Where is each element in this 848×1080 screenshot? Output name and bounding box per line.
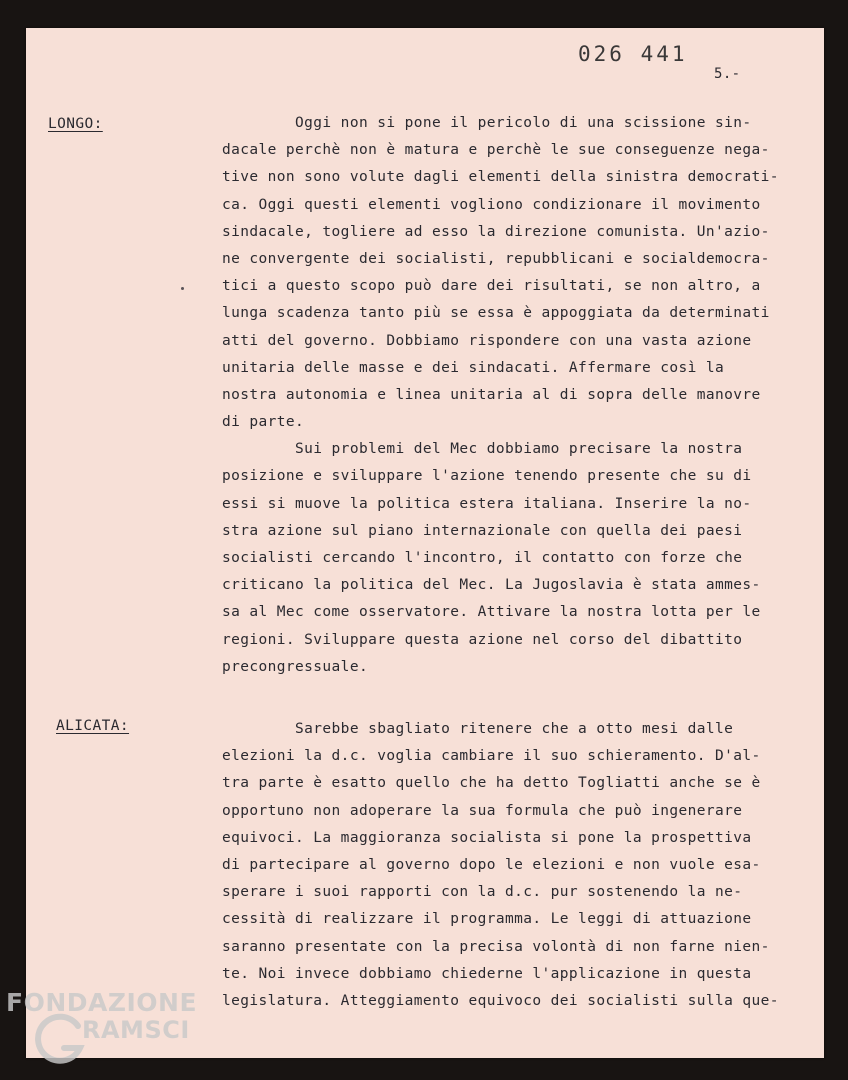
fondazione-gramsci-watermark (4, 982, 214, 1080)
ink-speck (181, 287, 184, 290)
text-line: te. Noi invece dobbiamo chiederne l'applicazione in questa (222, 965, 752, 982)
text-line: sperare i suoi rapporti con la d.c. pur sostenendo la ne- (222, 884, 743, 901)
text-line: lunga scadenza tanto più se essa è appoggiata da determinati (222, 305, 770, 322)
text-line: saranno presentate con la precisa volontà di non farne nien- (222, 938, 770, 955)
watermark-line-2: RAMSCI (82, 1016, 190, 1044)
text-line: dacale perchè non è matura e perchè le sue conseguenze nega- (222, 142, 770, 159)
text-line: sindacale, togliere ad esso la direzione comunista. Un'azio- (222, 223, 770, 240)
text-line: criticano la politica del Mec. La Jugoslavia è stata ammes- (222, 577, 761, 594)
typewritten-page (26, 28, 824, 1058)
archive-number: 026 441 (578, 42, 688, 66)
speaker-label-longo: LONGO: (48, 116, 103, 132)
text-line: ne convergente dei socialisti, repubblicani e socialdemocra- (222, 250, 770, 267)
page-number: 5.- (714, 66, 741, 82)
text-line: essi si muove la politica estera italiana. Inserire la no- (222, 495, 752, 512)
text-line: tra parte è esatto quello che ha detto Togliatti anche se è (222, 775, 761, 792)
speech-block-alicata (222, 716, 802, 1015)
text-line: Oggi non si pone il pericolo di una scissione sin- (222, 115, 752, 131)
text-line: sa al Mec come osservatore. Attivare la nostra lotta per le (222, 604, 761, 621)
text-line: Sui problemi del Mec dobbiamo precisare la nostra (222, 441, 743, 458)
text-line: regioni. Sviluppare questa azione nel corso del dibattito (222, 631, 743, 648)
text-line: di parte. (222, 414, 305, 431)
speaker-label-alicata: ALICATA: (56, 718, 130, 734)
speech-block-longo (222, 110, 802, 681)
text-line: equivoci. La maggioranza socialista si pone la prospettiva (222, 829, 752, 846)
text-line: tive non sono volute dagli elementi della sinistra democrati- (222, 169, 779, 186)
text-line: stra azione sul piano internazionale con quella dei paesi (222, 522, 743, 539)
text-line: unitaria delle masse e dei sindacati. Affermare così la (222, 359, 725, 376)
text-line: Sarebbe sbagliato ritenere che a otto mesi dalle (222, 721, 734, 737)
watermark-line-1: FONDAZIONE (6, 988, 198, 1017)
text-line: legislatura. Atteggiamento equivoco dei socialisti sulla que- (222, 992, 779, 1009)
text-line: atti del governo. Dobbiamo rispondere con una vasta azione (222, 332, 752, 349)
text-line: elezioni la d.c. voglia cambiare il suo schieramento. D'al- (222, 748, 761, 765)
text-line: tici a questo scopo può dare dei risultati, se non altro, a (222, 278, 761, 295)
text-line: socialisti cercando l'incontro, il contatto con forze che (222, 550, 743, 566)
text-line: opportuno non adoperare la sua formula che può ingenerare (222, 802, 743, 819)
text-line: di partecipare al governo dopo le elezioni e non vuole esa- (222, 856, 761, 873)
gramsci-g-logo-icon (34, 1012, 86, 1068)
text-line: posizione e sviluppare l'azione tenendo presente che su di (222, 468, 752, 485)
text-line: cessità di realizzare il programma. Le leggi di attuazione (222, 911, 752, 928)
text-line: nostra autonomia e linea unitaria al di sopra delle manovre (222, 386, 761, 403)
text-line: ca. Oggi questi elementi vogliono condizionare il movimento (222, 196, 761, 213)
text-line: precongressuale. (222, 658, 369, 675)
